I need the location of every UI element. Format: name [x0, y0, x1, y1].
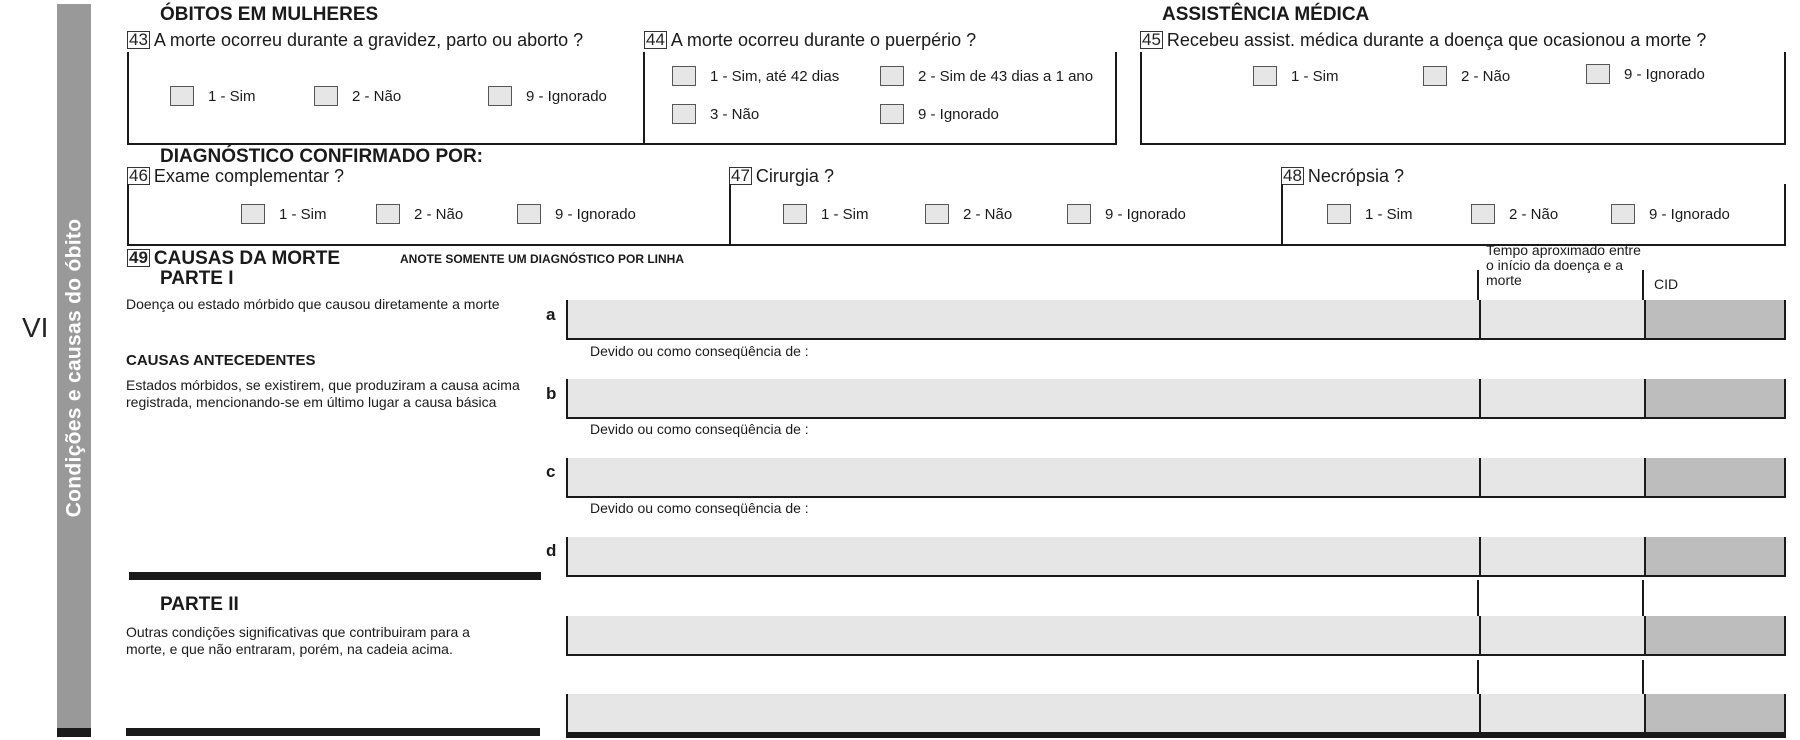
q45-question — [1140, 30, 1706, 51]
q48-option-3[interactable] — [1611, 204, 1730, 224]
q44-question — [644, 30, 976, 51]
cause-row-b — [566, 379, 1786, 419]
q46-text: Exame complementar ? — [153, 166, 345, 186]
q46-option-1-label: 1 - Sim — [279, 205, 327, 223]
section-number: VI — [22, 312, 49, 343]
q48-checkbox-1[interactable] — [1327, 204, 1351, 224]
diagnostico-divider-1 — [729, 184, 731, 246]
parte2-text: Outras condições significativas que contribuiram para a morte, e que não entraram, porém, na cadeia acima. — [126, 624, 470, 657]
cause-a-cid-input[interactable] — [1644, 300, 1784, 338]
q46-checkbox-2[interactable] — [376, 204, 400, 224]
parte2-row-2 — [566, 694, 1786, 738]
row-letter-a: a — [546, 305, 556, 324]
q44-option-1[interactable] — [672, 66, 839, 86]
parte2-2-input[interactable] — [568, 694, 1479, 732]
cause-row-c — [566, 458, 1786, 498]
q44-text: A morte ocorreu durante o puerpério ? — [670, 30, 977, 50]
cause-d-cid-input[interactable] — [1644, 537, 1784, 575]
q47-option-2-label: 2 - Não — [963, 205, 1013, 223]
q45-checkbox-2[interactable] — [1423, 66, 1447, 86]
q45-option-3[interactable] — [1586, 64, 1705, 84]
q43-option-3[interactable] — [488, 86, 607, 106]
q45-option-2-label: 2 - Não — [1461, 67, 1511, 85]
obitos-mulheres-title: ÓBITOS EM MULHERES — [160, 4, 379, 25]
cause-c-tempo-input[interactable] — [1479, 458, 1644, 496]
cause-row-a — [566, 300, 1786, 340]
q47-option-3[interactable] — [1067, 204, 1186, 224]
q44-option-2-label: 2 - Sim de 43 dias a 1 ano — [918, 67, 1094, 85]
devido-label-b: Devido ou como conseqüência de : — [590, 343, 809, 359]
q48-option-1[interactable] — [1327, 204, 1413, 224]
q46-number: 46 — [129, 166, 148, 185]
q44-checkbox-1[interactable] — [672, 66, 696, 86]
q45-option-1-label: 1 - Sim — [1291, 67, 1339, 85]
tempo-header: Tempo aproximado entre o início da doença e a morte — [1486, 242, 1641, 288]
devido-label-d: Devido ou como conseqüência de : — [590, 500, 809, 516]
causas-title — [127, 248, 340, 270]
parte2-tempo-line — [1477, 580, 1479, 616]
row-letter-c: c — [546, 462, 556, 481]
q44-option-1-label: 1 - Sim, até 42 dias — [710, 67, 840, 85]
parte2-1-tempo-input[interactable] — [1479, 616, 1644, 654]
parte1-separator — [129, 572, 541, 580]
q43-checkbox-3[interactable] — [488, 86, 512, 106]
q44-option-2[interactable] — [880, 66, 1093, 86]
section-side-label: Condições e causas do óbito — [62, 218, 85, 518]
q47-checkbox-3[interactable] — [1067, 204, 1091, 224]
row-letter-d: d — [546, 541, 557, 560]
q45-number: 45 — [1142, 30, 1161, 49]
devido-label-c: Devido ou como conseqüência de : — [590, 421, 809, 437]
parte2-cid-line — [1642, 580, 1644, 616]
parte2-row-1 — [566, 616, 1786, 656]
q45-text: Recebeu assist. médica durante a doença que ocasionou a morte ? — [1166, 30, 1707, 50]
parte2-title: PARTE II — [160, 594, 239, 615]
q47-checkbox-1[interactable] — [783, 204, 807, 224]
q44-option-3-label: 3 - Não — [710, 105, 760, 123]
cause-b-input[interactable] — [568, 379, 1479, 417]
antecedentes-title: CAUSAS ANTECEDENTES — [126, 352, 316, 369]
q48-option-1-label: 1 - Sim — [1365, 205, 1413, 223]
cause-d-input[interactable] — [568, 537, 1479, 575]
q47-option-1[interactable] — [783, 204, 869, 224]
q46-option-3[interactable] — [517, 204, 636, 224]
parte2-2-tempo-input[interactable] — [1479, 694, 1644, 732]
q47-text: Cirurgia ? — [755, 166, 834, 186]
q46-checkbox-1[interactable] — [241, 204, 265, 224]
q43-question — [127, 30, 583, 51]
q46-option-2-label: 2 - Não — [414, 205, 464, 223]
parte2-1-input[interactable] — [568, 616, 1479, 654]
q44-option-4[interactable] — [880, 104, 999, 124]
cause-c-input[interactable] — [568, 458, 1479, 496]
q43-option-1[interactable] — [170, 86, 256, 106]
q45-checkbox-3[interactable] — [1586, 64, 1610, 84]
q44-option-3[interactable] — [672, 104, 759, 124]
q48-checkbox-2[interactable] — [1471, 204, 1495, 224]
q43-number: 43 — [129, 30, 148, 49]
cause-b-tempo-input[interactable] — [1479, 379, 1644, 417]
cause-row-d — [566, 537, 1786, 577]
q43-option-2[interactable] — [314, 86, 401, 106]
q46-option-1[interactable] — [241, 204, 327, 224]
row-letter-b: b — [546, 384, 557, 403]
q43-option-1-label: 1 - Sim — [208, 87, 256, 105]
causas-title-text: CAUSAS DA MORTE — [153, 248, 341, 269]
cause-c-cid-input[interactable] — [1644, 458, 1784, 496]
q44-checkbox-3[interactable] — [672, 104, 696, 124]
q43-option-3-label: 9 - Ignorado — [526, 87, 607, 105]
q45-option-2[interactable] — [1423, 66, 1510, 86]
q47-option-1-label: 1 - Sim — [821, 205, 869, 223]
q44-checkbox-2[interactable] — [880, 66, 904, 86]
q48-option-2-label: 2 - Não — [1509, 205, 1559, 223]
parte2-2-cid-input[interactable] — [1644, 694, 1784, 732]
q45-option-1[interactable] — [1253, 66, 1339, 86]
q46-option-2[interactable] — [376, 204, 463, 224]
q48-number: 48 — [1283, 166, 1302, 185]
q44-checkbox-4[interactable] — [880, 104, 904, 124]
parte1-title: PARTE I — [160, 268, 234, 289]
q47-option-2[interactable] — [925, 204, 1012, 224]
cause-a-tempo-input[interactable] — [1479, 300, 1644, 338]
q48-option-2[interactable] — [1471, 204, 1558, 224]
q43-checkbox-2[interactable] — [314, 86, 338, 106]
q43-option-2-label: 2 - Não — [352, 87, 402, 105]
diagnostico-divider-2 — [1281, 184, 1283, 246]
q43-checkbox-1[interactable] — [170, 86, 194, 106]
parte2-bottom-bar — [126, 728, 540, 736]
q47-option-3-label: 9 - Ignorado — [1105, 205, 1186, 223]
antecedentes-text: Estados mórbidos, se existirem, que produziram a causa acima registrada, mencionando-se em último lugar a causa básica — [126, 377, 520, 410]
causas-instruction: ANOTE SOMENTE UM DIAGNÓSTICO POR LINHA — [400, 252, 685, 266]
q47-checkbox-2[interactable] — [925, 204, 949, 224]
q48-text: Necrópsia ? — [1307, 166, 1404, 186]
section-side-label-wrap — [57, 4, 91, 732]
parte2-tempo-line-2 — [1477, 660, 1479, 694]
q46-option-3-label: 9 - Ignorado — [555, 205, 636, 223]
q49-number: 49 — [129, 248, 148, 267]
q44-number: 44 — [646, 30, 665, 49]
assistencia-title: ASSISTÊNCIA MÉDICA — [1162, 4, 1370, 25]
parte2-cid-line-2 — [1642, 660, 1644, 694]
q48-option-3-label: 9 - Ignorado — [1649, 205, 1730, 223]
cause-b-cid-input[interactable] — [1644, 379, 1784, 417]
cid-column-line-top — [1642, 270, 1644, 300]
cid-header: CID — [1654, 276, 1679, 292]
parte2-1-cid-input[interactable] — [1644, 616, 1784, 654]
diagnostico-title: DIAGNÓSTICO CONFIRMADO POR: — [160, 146, 483, 167]
tempo-column-line-top — [1477, 270, 1479, 300]
q46-checkbox-3[interactable] — [517, 204, 541, 224]
q45-option-3-label: 9 - Ignorado — [1624, 65, 1705, 83]
q48-checkbox-3[interactable] — [1611, 204, 1635, 224]
q45-checkbox-1[interactable] — [1253, 66, 1277, 86]
q44-option-4-label: 9 - Ignorado — [918, 105, 999, 123]
q43-text: A morte ocorreu durante a gravidez, parto ou aborto ? — [153, 30, 584, 50]
cause-d-tempo-input[interactable] — [1479, 537, 1644, 575]
q47-number: 47 — [731, 166, 750, 185]
cause-a-input[interactable] — [568, 300, 1479, 338]
causa-direta-label: Doença ou estado mórbido que causou diretamente a morte — [126, 296, 500, 312]
